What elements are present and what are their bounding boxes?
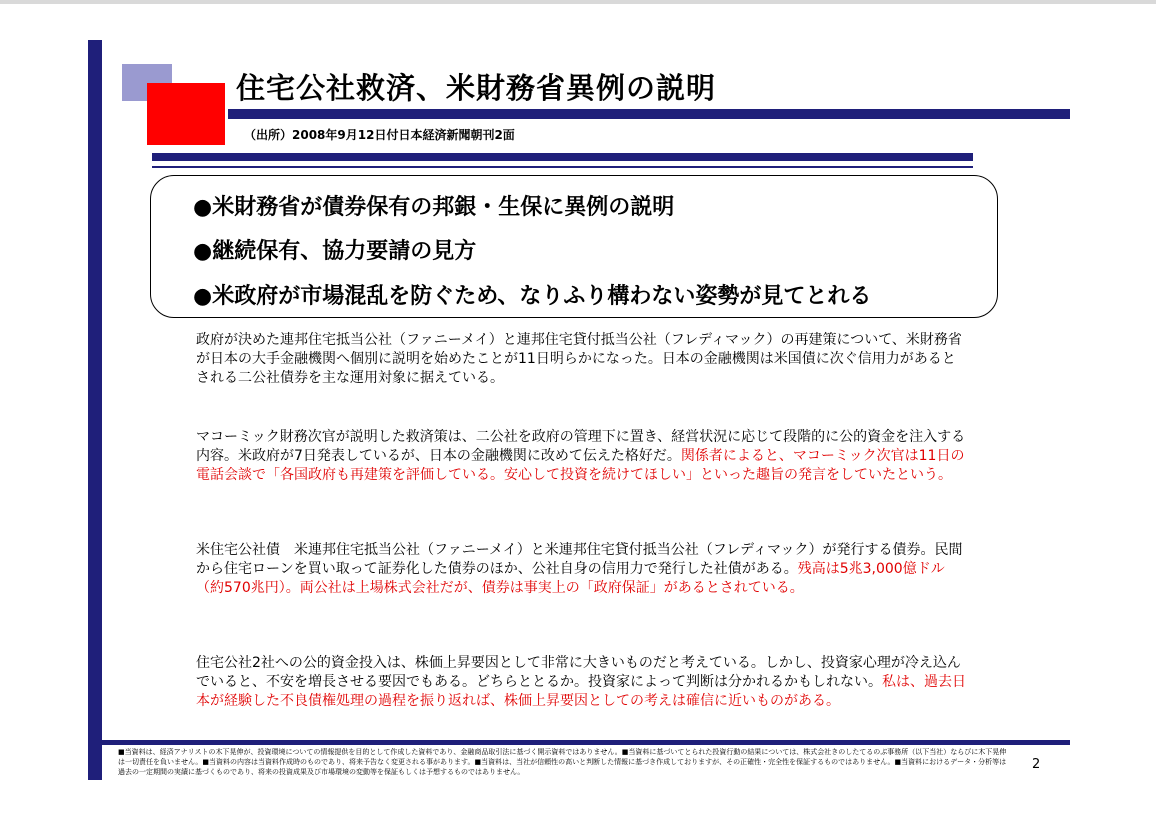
paragraph-2 (196, 428, 966, 485)
left-accent-bar (88, 40, 102, 780)
paragraph-1 (196, 331, 966, 388)
paragraph-highlight: 残高は5兆3,000億ドル（約570兆円）。両公社は上場株式会社だが、債券は事実上の「政府保証」があるとされている。 (196, 561, 945, 596)
paragraph-text: 米住宅公社債 米連邦住宅抵当公社（ファニーメイ）と米連邦住宅貸付抵当公社（フレディマック）が発行する債券。民間から住宅ローンを買い取って証券化した債券のほか、公社自身の信用力で発行した社債がある。 (196, 542, 963, 577)
paragraph-text: 政府が決めた連邦住宅抵当公社（ファニーメイ）と連邦住宅貸付抵当公社（フレディマック）の再建策について、米財務省が日本の大手金融機関へ個別に説明を始めたことが11日明らかになった。日本の金融機関は米国債に次ぐ信用力があるとされる二公社債券を主な運用対象に据えている。 (196, 332, 962, 386)
summary-item: ●継続保有、協力要請の見方 (193, 239, 477, 264)
page-number: 2 (1032, 757, 1041, 772)
title-underline-bar (228, 109, 1070, 119)
disclaimer-text: ■当資料は、経済アナリストの木下晃伸が、投資環境についての情報提供を目的として作成した資料であり、金融商品取引法に基づく開示資料ではありません。■当資料に基づいてとられた投資行動の結果については、株式会社きのしたてるのぶ事務所（以下当社）ならびに木下晃伸は一切責任を負いません。■当資料の内容は当資料作成時のものであり、将来予告なく変更される事があります。■当資料は、当社が信頼性の高いと判断した情報に基づき作成しておりますが、その正確性・完全性を保証するものではありません。■当資料におけるデータ・分析等は過去の一定期間の実績に基づくものであり、将来の投資成果及び市場環境の変動等を保証もしくは予想するものではありません。 (118, 748, 1007, 776)
source-divider-line (152, 166, 973, 168)
decor-square-red (147, 83, 225, 145)
source-citation: （出所）2008年9月12日付日本経済新聞朝刊2面 (244, 128, 515, 142)
paragraph-text: 住宅公社2社への公的資金投入は、株価上昇要因として非常に大きいものだと考えている。しかし、投資家心理が冷え込んでいると、不安を増長させる要因でもある。どちらととるか。投資家によって判断は分かれるかもしれない。 (196, 655, 961, 690)
page-title: 住宅公社救済、米財務省異例の説明 (236, 71, 717, 105)
paragraph-4 (196, 654, 966, 711)
paragraph-highlight: 関係者によると、マコーミック次官は11日の電話会談で「各国政府も再建策を評価している。安心して投資を続けてほしい」といった趣旨の発言をしていたという。 (196, 448, 965, 483)
summary-item: ●米財務省が債券保有の邦銀・生保に異例の説明 (193, 195, 675, 220)
top-border (0, 0, 1156, 4)
footer-divider-bar (102, 740, 1070, 745)
source-divider-bar (152, 153, 973, 161)
summary-item: ●米政府が市場混乱を防ぐため、なりふり構わない姿勢が見てとれる (193, 284, 872, 309)
paragraph-3 (196, 541, 966, 598)
paragraph-text: マコーミック財務次官が説明した救済策は、二公社を政府の管理下に置き、経営状況に応じて段階的に公的資金を注入する内容。米政府が7日発表しているが、日本の金融機関に改めて伝えた格好だ。 (196, 429, 966, 464)
paragraph-highlight: 私は、過去日本が経験した不良債権処理の過程を振り返れば、株価上昇要因としての考えは確信に近いものがある。 (196, 674, 966, 709)
